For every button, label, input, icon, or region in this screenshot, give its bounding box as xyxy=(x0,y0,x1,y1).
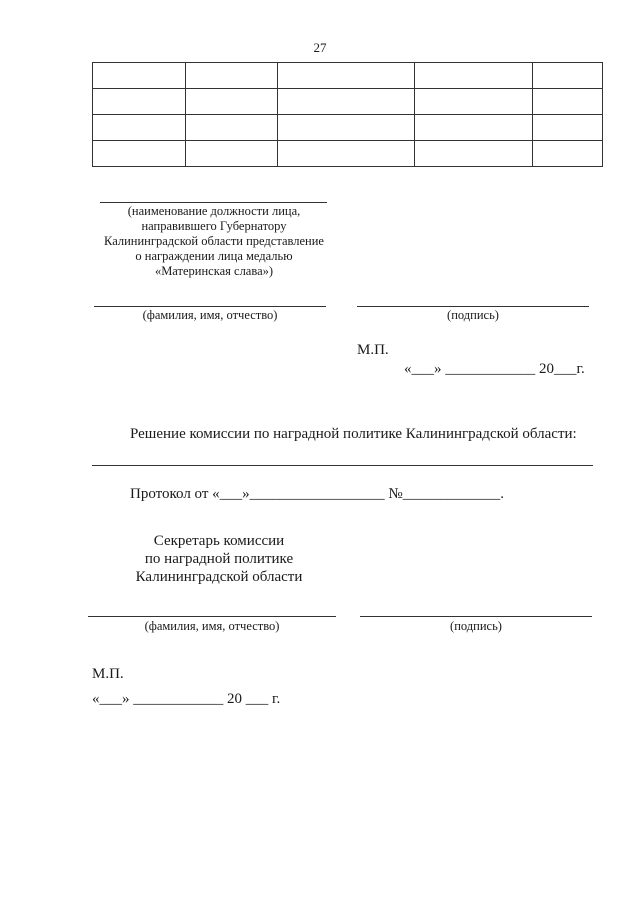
table-cell xyxy=(415,141,533,167)
table-cell xyxy=(186,141,278,167)
caption-line: о награждении лица медалью xyxy=(135,249,293,263)
table-row xyxy=(93,115,603,141)
table-row xyxy=(93,141,603,167)
table-cell xyxy=(415,89,533,115)
signature-caption: (подпись) xyxy=(450,619,502,633)
seal-label: М.П. xyxy=(92,666,124,682)
secretary-line: Секретарь комиссии xyxy=(153,533,285,549)
table-cell xyxy=(533,115,603,141)
caption-line: Калининградской области представление xyxy=(104,234,324,248)
table-row xyxy=(93,63,603,89)
form-table xyxy=(92,62,603,167)
table-cell xyxy=(278,115,415,141)
caption-line: направившего Губернатору xyxy=(141,219,287,233)
seal-label: М.П. xyxy=(357,342,389,358)
table-cell xyxy=(93,63,186,89)
table-cell xyxy=(93,115,186,141)
table-cell xyxy=(415,63,533,89)
decision-line xyxy=(92,465,593,466)
secretary-title xyxy=(126,532,312,586)
table-cell xyxy=(533,89,603,115)
table-cell xyxy=(186,115,278,141)
secretary-line: Калининградской области xyxy=(135,569,303,585)
official-position-line xyxy=(100,202,327,203)
signature-caption: (подпись) xyxy=(447,308,499,322)
table-cell xyxy=(93,89,186,115)
signature-line xyxy=(357,306,589,307)
table-cell xyxy=(278,89,415,115)
table-cell xyxy=(186,63,278,89)
table-cell xyxy=(278,63,415,89)
table-row xyxy=(93,89,603,115)
full-name-line xyxy=(88,616,336,617)
full-name-caption: (фамилия, имя, отчество) xyxy=(144,619,280,633)
protocol-line: Протокол от «___»__________________ №_____________. xyxy=(130,486,504,502)
caption-line: «Материнская слава») xyxy=(154,264,274,278)
caption-line: (наименование должности лица, xyxy=(127,204,301,218)
table-cell xyxy=(533,141,603,167)
table-cell xyxy=(186,89,278,115)
table-cell xyxy=(278,141,415,167)
secretary-line: по наградной политике xyxy=(144,551,294,567)
decision-label: Решение комиссии по наградной политике Калининградской области: xyxy=(130,426,577,442)
table-cell xyxy=(533,63,603,89)
date-field: «___» ____________ 20 ___ г. xyxy=(92,691,281,707)
date-field: «___» ____________ 20___г. xyxy=(404,361,585,377)
table-cell xyxy=(415,115,533,141)
table-cell xyxy=(93,141,186,167)
full-name-line xyxy=(94,306,326,307)
page-number: 27 xyxy=(313,40,327,55)
full-name-caption: (фамилия, имя, отчество) xyxy=(142,308,278,322)
official-position-caption xyxy=(96,204,332,279)
signature-line xyxy=(360,616,592,617)
